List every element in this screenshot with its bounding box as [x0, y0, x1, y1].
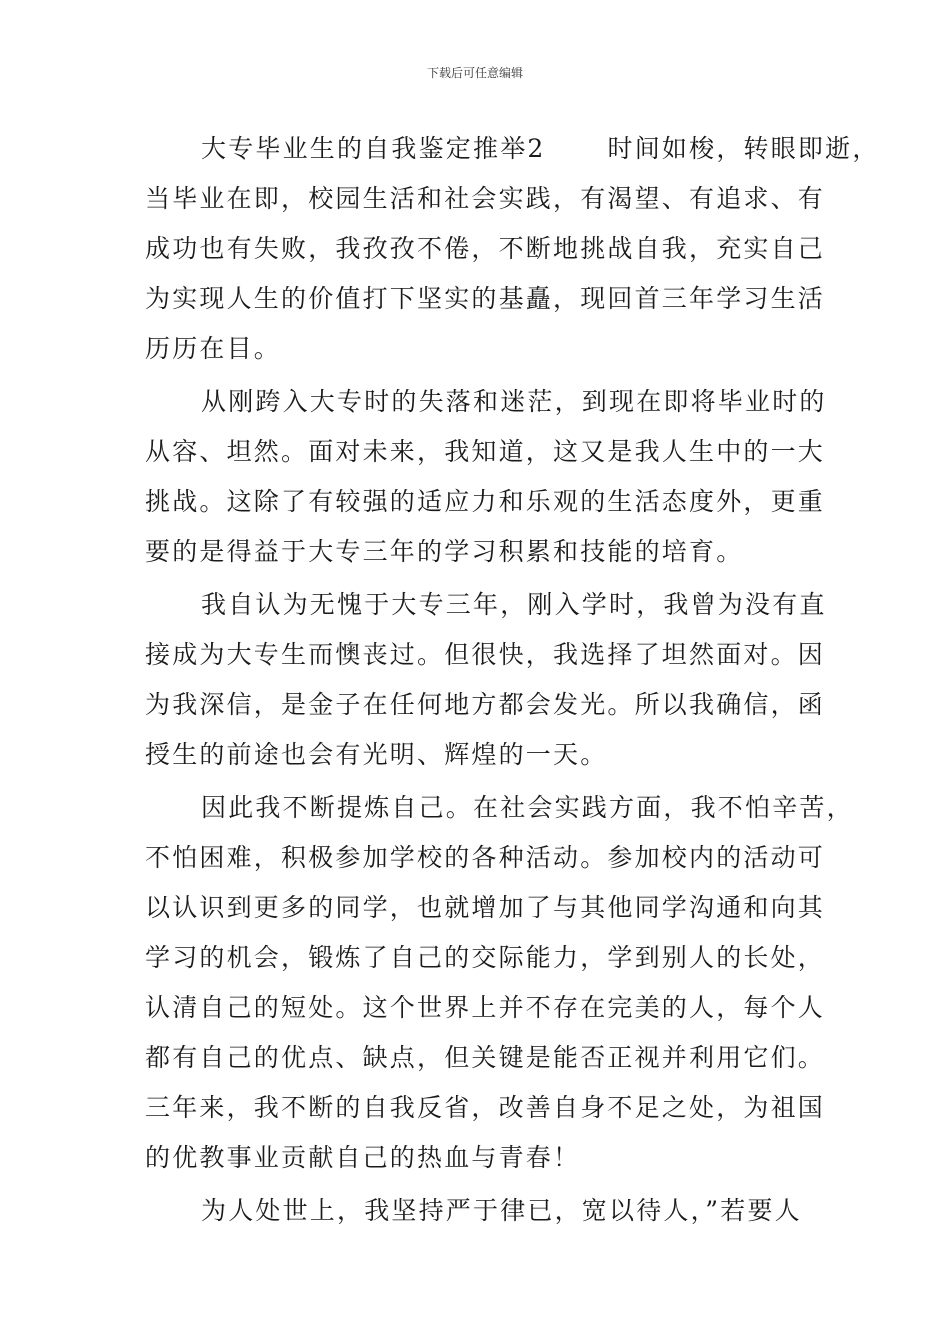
- text-line: 接成为大专生而懊丧过。但很快，我选择了坦然面对。因: [145, 640, 826, 669]
- text-line: 授生的前途也会有光明、辉煌的一天。: [145, 740, 608, 769]
- text-line: 时间如梭，转眼即逝，: [607, 134, 880, 163]
- paragraph-1-line-1: [145, 124, 880, 174]
- text-line: 不怕困难，积极参加学校的各种活动。参加校内的活动可: [145, 843, 826, 872]
- text-line: 从刚跨入大专时的失落和迷茫，到现在即将毕业时的: [201, 387, 827, 416]
- text-line: 要的是得益于大专三年的学习积累和技能的培育。: [145, 537, 744, 566]
- text-line: 都有自己的优点、缺点，但关键是能否正视并利用它们。: [145, 1043, 826, 1072]
- text-line: 当毕业在即，校园生活和社会实践，有渴望、有追求、有: [145, 184, 826, 213]
- text-line: 因此我不断提炼自己。在社会实践方面，我不怕辛苦，: [201, 793, 854, 822]
- text-line: 三年来，我不断的自我反省，改善自身不足之处，为祖国: [145, 1093, 826, 1122]
- text-line: 我自认为无愧于大专三年，刚入学时，我曾为没有直: [201, 590, 827, 619]
- text-line: 为实现人生的价值打下坚实的基矗，现回首三年学习生活: [145, 284, 826, 313]
- text-line: 挑战。这除了有较强的适应力和乐观的生活态度外，更重: [145, 487, 826, 516]
- text-line: 的优教事业贡献自己的热血与青春！: [145, 1143, 581, 1172]
- document-title: 大专毕业生的自我鉴定推举2: [201, 134, 546, 163]
- text-line: 从容、坦然。面对未来，我知道，这又是我人生中的一大: [145, 437, 826, 466]
- page-header: 下载后可任意编辑: [426, 66, 523, 80]
- text-line: 认清自己的短处。这个世界上并不存在完美的人，每个人: [145, 993, 826, 1022]
- text-line: 历历在目。: [145, 334, 282, 363]
- text-line: 成功也有失败，我孜孜不倦，不断地挑战自我，充实自己: [145, 234, 826, 263]
- text-line: 学习的机会，锻炼了自己的交际能力，学到别人的长处，: [145, 943, 826, 972]
- text-line: 以认识到更多的同学，也就增加了与其他同学沟通和向其: [145, 893, 826, 922]
- document-body: [145, 124, 880, 1236]
- text-line: 为人处世上，我坚持严于律已，宽以待人，”若要人: [201, 1196, 802, 1225]
- text-line: 为我深信，是金子在任何地方都会发光。所以我确信，函: [145, 690, 826, 719]
